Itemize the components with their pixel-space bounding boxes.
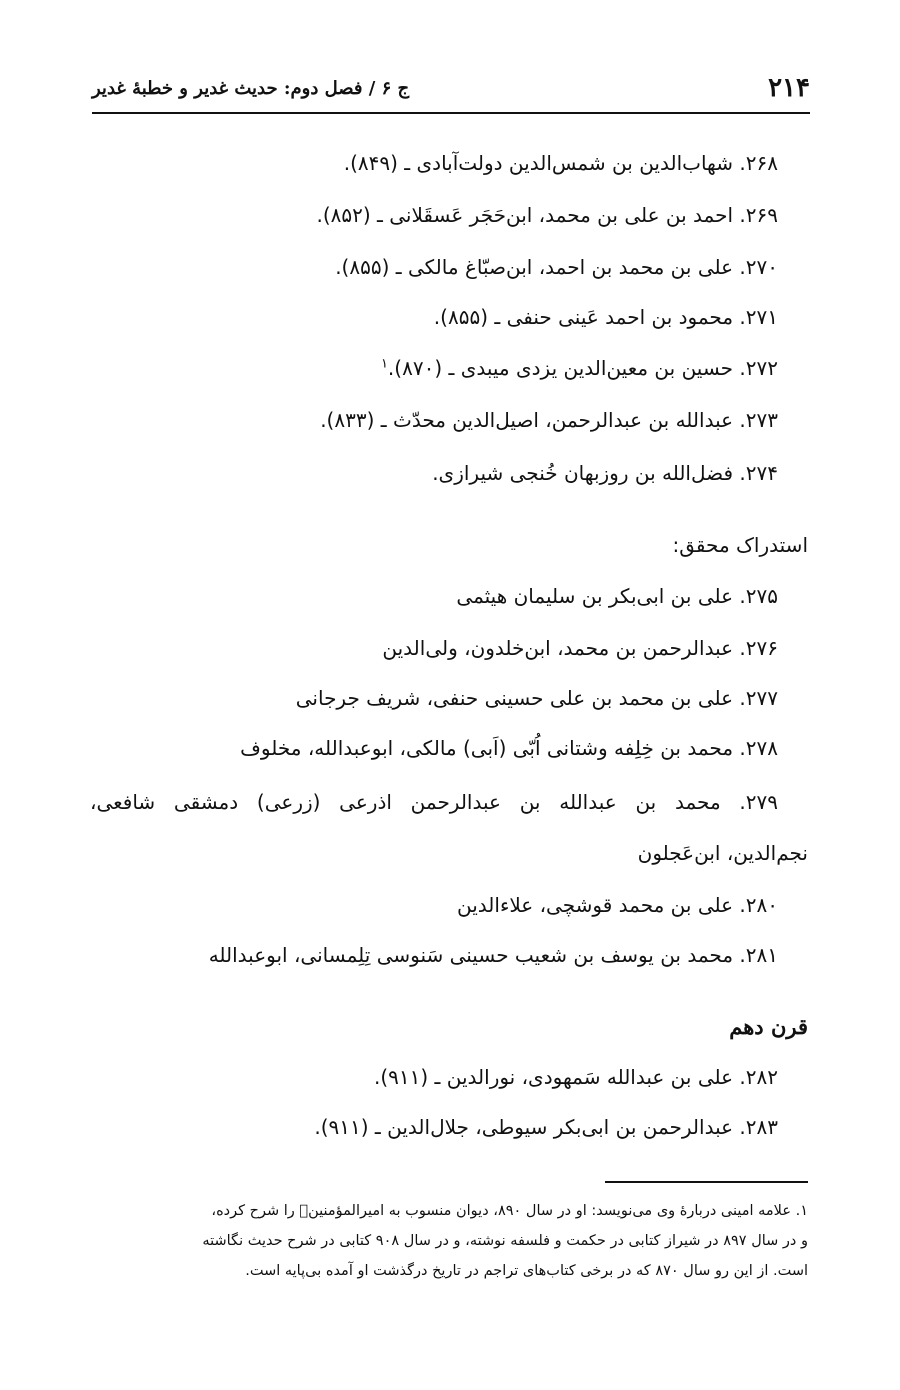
list-item-279-line1 [90, 785, 778, 819]
list-item [434, 300, 778, 334]
list-item [314, 1110, 778, 1144]
item-text: محمود بن احمد عَینی حنفی ـ (۸۵۵). [433, 305, 740, 329]
page-number: ۲۱۴ [768, 73, 810, 103]
item-text: عبدالرحمن بن ابی‌بکر سیوطی، جلال‌الدین ـ (۹۱۱). [314, 1115, 740, 1139]
list-item [209, 938, 778, 972]
list-item [296, 681, 778, 715]
list-item [344, 146, 778, 180]
list-item [381, 351, 778, 385]
footnote-line: است. از این رو سال ۸۷۰ که در برخی کتاب‌های تراجم در تاریخ درگذشت او آمده بی‌پایه است. [245, 1263, 808, 1279]
item-text: علی بن عبدالله سَمهودی، نورالدین ـ (۹۱۱). [373, 1065, 740, 1089]
item-text: حسین بن معین‌الدین یزدی میبدی ـ (۸۷۰). [387, 356, 740, 380]
item-number: ۲۷۰. [739, 255, 778, 279]
item-text: فضل‌الله بن روزبهان خُنجی شیرازی. [432, 461, 740, 485]
item-number: ۲۸۲. [739, 1065, 778, 1089]
list-item [335, 250, 778, 284]
footnote-line: و در سال ۸۹۷ در شیراز کتابی در حکمت و فلسفه نوشته، و در سال ۹۰۸ کتابی در شرح حدیث نگاشته [202, 1233, 808, 1249]
item-text: علی بن ابی‌بکر بن سلیمان هیثمی [456, 584, 740, 608]
list-item [456, 579, 778, 613]
item-number: ۲۷۹. [739, 790, 778, 814]
item-text: علی بن محمد قوشچی، علاءالدین [457, 893, 740, 917]
list-item [374, 1060, 778, 1094]
item-text: شهاب‌الدین بن شمس‌الدین دولت‌آبادی ـ (۸۴۹). [343, 151, 740, 175]
item-text: علی بن محمد بن علی حسینی حنفی، شریف جرجانی [295, 686, 740, 710]
item-number: ۲۶۸. [739, 151, 778, 175]
item-text: عبدالرحمن بن محمد، ابن‌خلدون، ولی‌الدین [382, 636, 740, 660]
item-number: ۲۸۳. [739, 1115, 778, 1139]
item-text: عبدالله بن عبدالرحمن، اصیل‌الدین محدّث ـ (۸۳۳). [320, 408, 740, 432]
list-item [240, 731, 778, 765]
item-number: ۲۸۰. [739, 893, 778, 917]
item-number: ۲۶۹. [739, 203, 778, 227]
footnote-divider [605, 1181, 808, 1183]
footnote [90, 1196, 808, 1286]
list-item [457, 888, 778, 922]
item-text: علی بن محمد بن احمد، ابن‌صبّاغ مالکی ـ (۸۵۵). [335, 255, 740, 279]
item-number: ۲۷۸. [739, 736, 778, 760]
item-number: ۲۸۱. [739, 943, 778, 967]
list-item-279-line2: نجم‌الدین، ابن‌عَجلون [637, 841, 808, 865]
item-number: ۲۷۱. [739, 305, 778, 329]
footnote-marker[interactable]: ۱ [380, 356, 388, 372]
addendum-label: استدراک محقق: [672, 533, 808, 557]
item-number: ۲۷۶. [739, 636, 778, 660]
list-item [320, 403, 778, 437]
item-text: محمد بن یوسف بن شعیب حسینی سَنوسی تِلِمسانی، ابوعبدالله [208, 943, 740, 967]
item-number: ۲۷۲. [739, 356, 778, 380]
running-title: ج ۶ / فصل دوم: حدیث غدیر و خطبهٔ غدیر [92, 78, 410, 99]
list-item [432, 456, 778, 490]
item-number: ۲۷۵. [739, 584, 778, 608]
list-item [316, 198, 778, 232]
century-heading: قرن دهم [729, 1014, 808, 1039]
item-text: احمد بن علی بن محمد، ابن‌حَجَر عَسقَلانی ـ (۸۵۲). [316, 203, 740, 227]
list-item [382, 631, 778, 665]
main-text [90, 0, 808, 1180]
item-number: ۲۷۷. [739, 686, 778, 710]
item-number: ۲۷۳. [739, 408, 778, 432]
item-text: محمد بن عبدالله بن عبدالرحمن اذرعی (زرعی) دمشقی شافعی، [90, 790, 740, 814]
item-number: ۲۷۴. [739, 461, 778, 485]
item-text: محمد بن خِلِفه وشتانی اُبّی (اَبی) مالکی، ابوعبدالله، مخلوف [240, 736, 740, 760]
footnote-line: ۱. علامه امینی دربارهٔ وی می‌نویسد: او در سال ۸۹۰، دیوان منسوب به امیرالمؤمنین﷤ را شرح کرده، [211, 1203, 808, 1219]
